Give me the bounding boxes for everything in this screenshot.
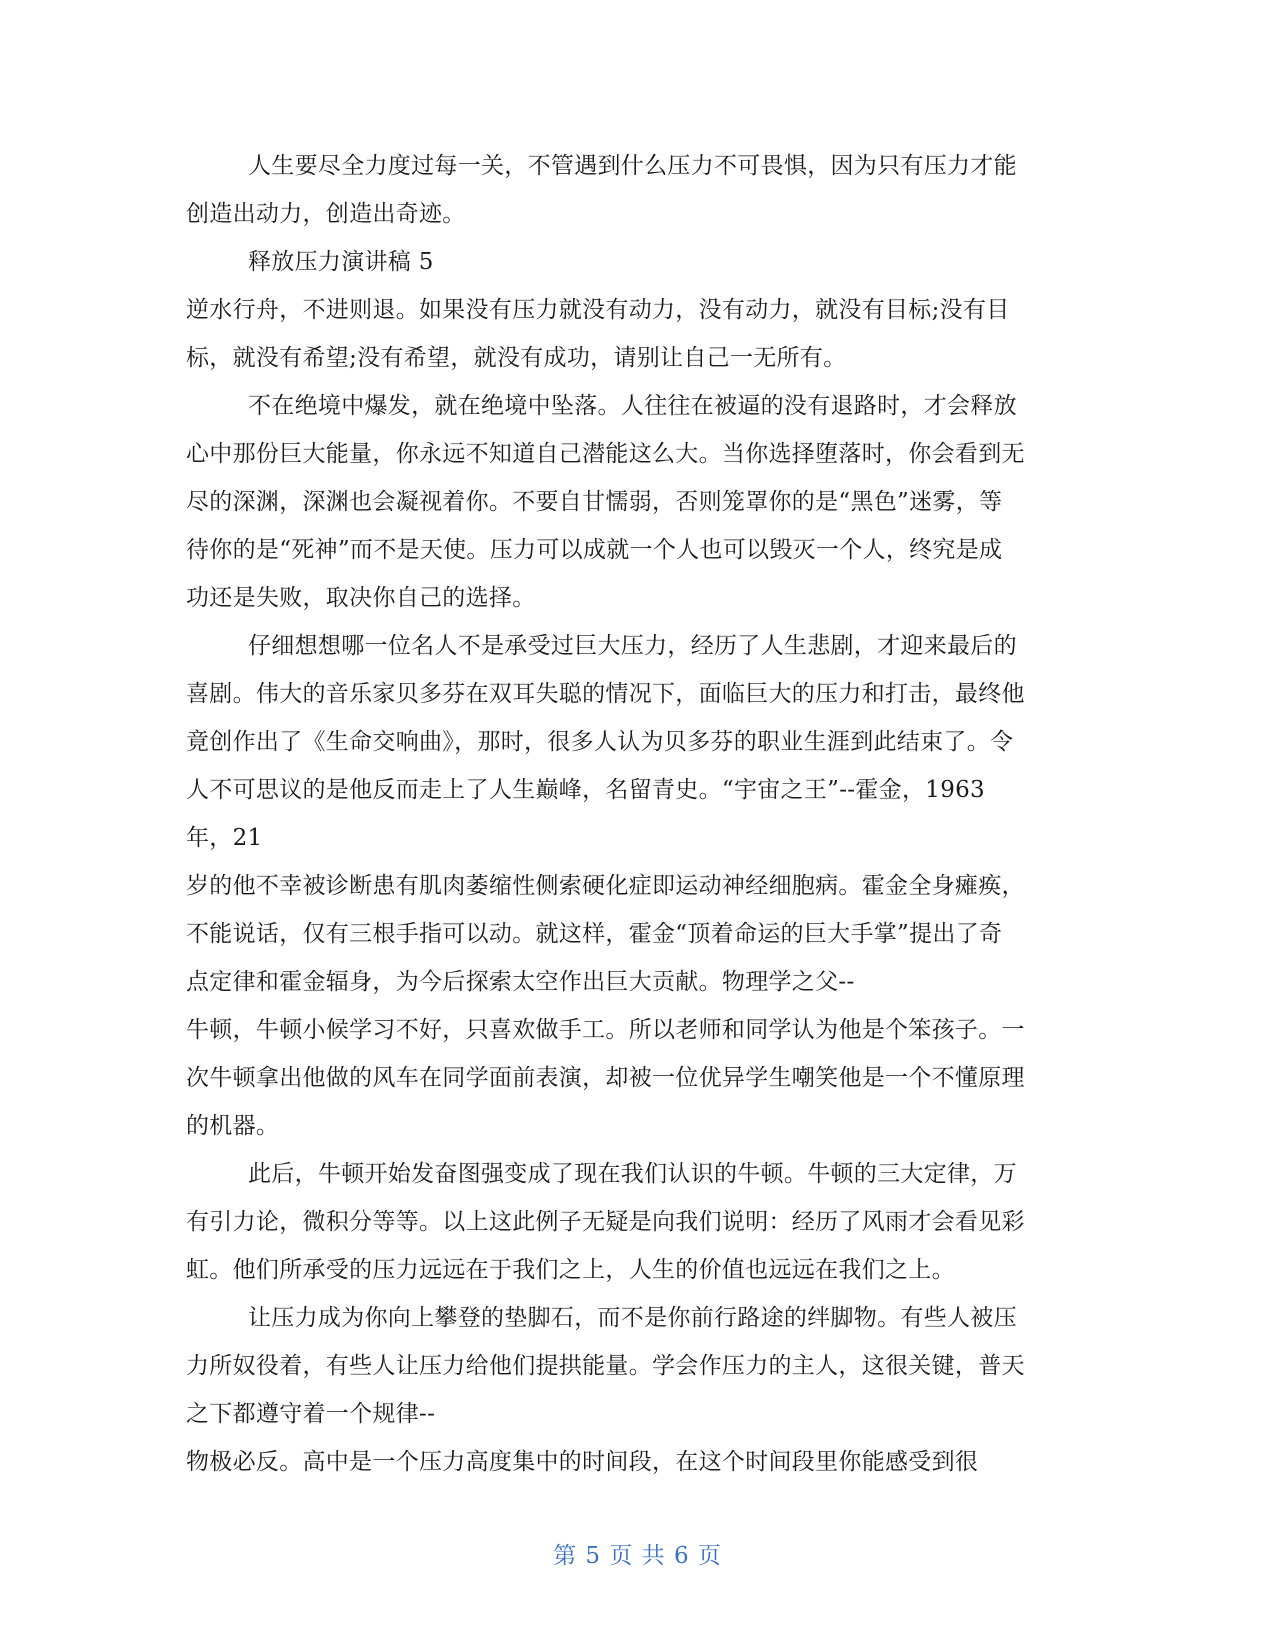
text-line: 此后，牛顿开始发奋图强变成了现在我们认识的牛顿。牛顿的三大定律，万 [248, 1161, 1017, 1187]
document-body [186, 142, 1086, 1486]
text-line: 功还是失败，取决你自己的选择。 [186, 585, 536, 611]
text-line: 释放压力演讲稿 5 [248, 249, 434, 275]
text-line: 岁的他不幸被诊断患有肌肉萎缩性侧索硬化症即运动神经细胞病。霍金全身瘫痪， [186, 873, 1025, 899]
text-line: 人生要尽全力度过每一关，不管遇到什么压力不可畏惧，因为只有压力才能 [248, 153, 1017, 179]
text-line: 仔细想想哪一位名人不是承受过巨大压力，经历了人生悲剧，才迎来最后的 [248, 633, 1017, 659]
text-line: 点定律和霍金辐身，为今后探索太空作出巨大贡献。物理学之父-- [186, 969, 855, 995]
text-line: 逆水行舟，不进则退。如果没有压力就没有动力，没有动力，就没有目标;没有目 [186, 297, 1010, 323]
text-line: 之下都遵守着一个规律-- [186, 1401, 436, 1427]
text-line: 虹。他们所承受的压力远远在于我们之上，人生的价值也远远在我们之上。 [186, 1257, 955, 1283]
text-line: 次牛顿拿出他做的风车在同学面前表演，却被一位优异学生嘲笑他是一个不懂原理 [186, 1065, 1025, 1091]
text-line: 喜剧。伟大的音乐家贝多芬在双耳失聪的情况下，面临巨大的压力和打击，最终他 [186, 681, 1025, 707]
text-line: 不能说话，仅有三根手指可以动。就这样，霍金“顶着命运的巨大手掌”提出了奇 [186, 921, 1003, 947]
text-line: 的机器。 [186, 1113, 280, 1139]
text-line: 物极必反。高中是一个压力高度集中的时间段，在这个时间段里你能感受到很 [186, 1449, 979, 1475]
text-line: 人不可思议的是他反而走上了人生巅峰，名留青史。“宇宙之王”--霍金，1963 [186, 777, 985, 803]
text-line: 不在绝境中爆发，就在绝境中坠落。人往往在被逼的没有退路时，才会释放 [248, 393, 1017, 419]
text-line: 力所奴役着，有些人让压力给他们提拱能量。学会作压力的主人，这很关键，普天 [186, 1353, 1025, 1379]
text-line: 待你的是“死神”而不是天使。压力可以成就一个人也可以毁灭一个人，终究是成 [186, 537, 1003, 563]
text-line: 心中那份巨大能量，你永远不知道自己潜能这么大。当你选择堕落时，你会看到无 [186, 441, 1025, 467]
text-line: 牛顿，牛顿小候学习不好，只喜欢做手工。所以老师和同学认为他是个笨孩子。一 [186, 1017, 1025, 1043]
text-line: 年，21 [186, 825, 263, 851]
text-line: 竟创作出了《生命交响曲》，那时，很多人认为贝多芬的职业生涯到此结束了。令 [186, 729, 1014, 755]
page-footer: 第 5 页 共 6 页 [553, 1543, 722, 1569]
text-line: 标，就没有希望;没有希望，就没有成功，请别让自己一无所有。 [186, 345, 847, 371]
text-line: 让压力成为你向上攀登的垫脚石，而不是你前行路途的绊脚物。有些人被压 [248, 1305, 1017, 1331]
text-line: 尽的深渊，深渊也会凝视着你。不要自甘懦弱，否则笼罩你的是“黑色”迷雾，等 [186, 489, 1003, 515]
text-line: 有引力论，微积分等等。以上这此例子无疑是向我们说明：经历了风雨才会看见彩 [186, 1209, 1025, 1235]
text-line: 创造出动力，创造出奇迹。 [186, 201, 466, 227]
